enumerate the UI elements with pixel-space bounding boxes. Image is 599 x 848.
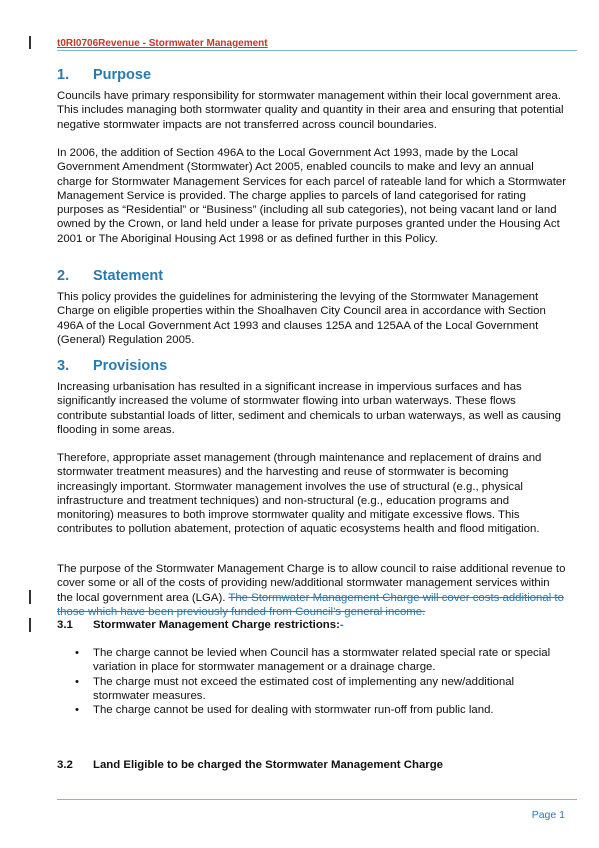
section-provisions-heading [57, 358, 167, 374]
page-number: Page 1 [531, 809, 565, 821]
bullet-icon: • [75, 647, 79, 659]
statement-paragraph: This policy provides the guidelines for administering the levying of the Stormwater Management Charge on eligible properties within the Shoalhaven City Council area in accordance with Section 496A of the Local Government Act 1993 and clauses 125A and 125AA of the Local Government (General) Regulation 2005. [57, 291, 546, 346]
subsection-title: Stormwater Management Charge restrictions: [93, 619, 340, 631]
provisions-paragraph-3 [57, 562, 567, 619]
section-statement-heading [57, 268, 163, 284]
section-purpose-heading [57, 67, 151, 83]
paragraph-text: The purpose of the Stormwater Management Charge is to allow council to raise additional revenue to cover some or all of the costs of providing new/additional stormwater management services within the local government area (LGA). [57, 563, 566, 604]
section-number: 2. [57, 268, 70, 284]
subsection-number: 3.2 [57, 759, 73, 771]
header-divider [57, 50, 577, 51]
list-item [57, 646, 567, 675]
list-item-text: The charge cannot be levied when Council has a stormwater related special rate or special variation in place for stormwater management or a drainage charge. [93, 647, 551, 674]
section-title: Statement [93, 268, 164, 284]
revision-bar [29, 36, 31, 49]
section-title: Provisions [93, 358, 168, 374]
section-title: Purpose [93, 67, 152, 83]
purpose-paragraph-2: In 2006, the addition of Section 496A to the Local Government Act 1993, made by the Local Government Amendment (Stormwater) Act 2005, enabled councils to make and levy an annual charge for Stormwater Management Services for each parcel of rateable land for which a Stormwater Management Service is provided. The charge applies to parcels of land categorised for rating purposes as “Residential” or “Business” (including all sub categories), not being vacant land or land owned by the Crown, or land held under a lease for private purposes granted under the Housing Act 2001 or The Aboriginal Housing Act 1998 or as defined further in this Policy. [57, 147, 567, 245]
list-item-text: The charge must not exceed the estimated cost of implementing any new/additional stormwater measures. [93, 675, 515, 702]
subsection-number: 3.1 [57, 619, 73, 631]
subsection-3-2-heading [57, 759, 443, 771]
provisions-paragraph-1: Increasing urbanisation has resulted in a significant increase in impervious surfaces and has significantly increased the volume of stormwater flowing into urban waterways. These flows contribute substantial loads of litter, sediment and chemicals to urban waterways, as well as causing flooding in some areas. [57, 381, 561, 436]
bullet-icon: • [75, 675, 79, 688]
list-item-text: The charge cannot be used for dealing with stormwater run-off from public land. [93, 704, 494, 717]
purpose-paragraph-1: Councils have primary responsibility for stormwater management within their local government area. This includes managing both stormwater quality and quantity in their area and ensuring that potential negative stormwater impacts are not transferred across council boundaries. [57, 90, 564, 131]
deleted-text: The Stormwater Management Charge will cover costs additional to those which have been previously funded from Council’s general income. [57, 591, 564, 618]
subsection-title: Land Eligible to be charged the Stormwater Management Charge [93, 759, 444, 771]
subsection-3-1-heading [57, 619, 344, 631]
header-reference: t0RI0706Revenue - Stormwater Management [57, 38, 268, 49]
section-number: 3. [57, 358, 70, 374]
revision-bar [29, 590, 31, 604]
list-item [57, 675, 567, 704]
section-number: 1. [57, 67, 70, 83]
list-item [57, 703, 567, 717]
footer-divider [57, 799, 577, 800]
inserted-text: - [339, 619, 344, 631]
restrictions-list [57, 646, 567, 717]
provisions-paragraph-2: Therefore, appropriate asset management (through maintenance and replacement of drains and stormwater treatment measures) and the harvesting and reuse of stormwater is becoming increasingly important. Stormwater management involves the use of structural (e.g., physical infrastructure and treatment techniques) and non-structural (e.g., education programs and monitoring) measures to both improve stormwater quality and mitigate excessive flows. This contributes to pollution abatement, protection of aquatic ecosystems health and flood mitigation. [57, 452, 542, 536]
bullet-icon: • [75, 704, 79, 717]
revision-bar [29, 618, 31, 632]
